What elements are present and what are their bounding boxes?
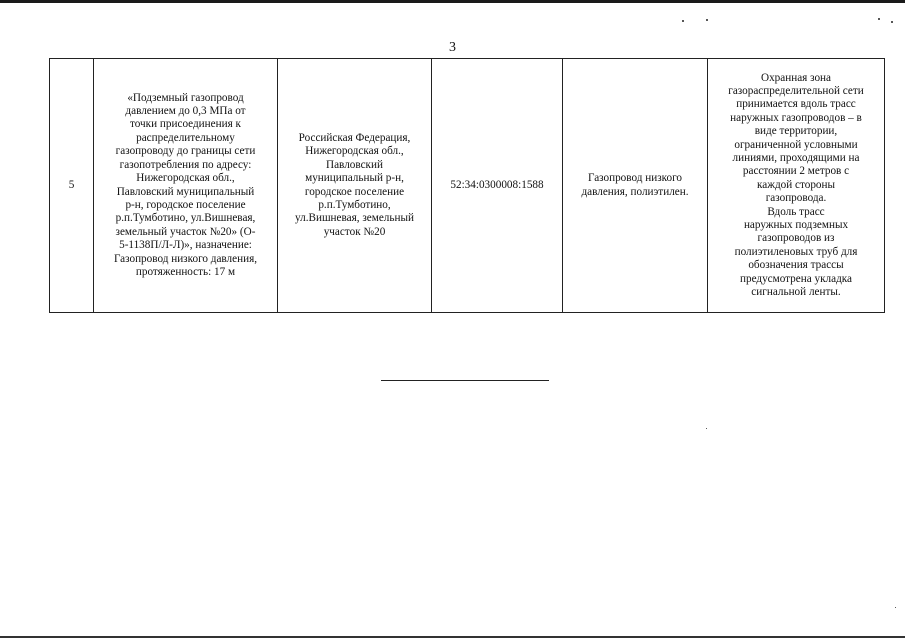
objects-table	[49, 58, 885, 313]
cadastral-number: 52:34:0300008:1588	[450, 178, 544, 191]
scan-speck	[706, 428, 707, 429]
table-row	[50, 59, 885, 313]
protection-zone-text: Охранная зона газораспределительной сети принимается вдоль трасс наружных газопроводов – в виде территории, ограниченной условными линиями, проходящими на расстоянии 2 метров с каждой стороны газопровода. Вдоль трасс наружных подземных газопроводов из полиэтиленовых труб для обозначения трассы предусмотрена укладка сигнальной ленты.	[728, 71, 864, 299]
end-divider-line	[381, 380, 549, 381]
cadastral-cell	[432, 59, 563, 313]
row-index: 5	[68, 178, 75, 191]
scan-bottom-edge	[0, 636, 905, 638]
scan-speck	[891, 21, 893, 23]
scan-top-edge	[0, 0, 905, 3]
object-type-cell	[563, 59, 708, 313]
scan-speck	[706, 19, 708, 21]
description-cell	[94, 59, 278, 313]
object-type: Газопровод низкого давления, полиэтилен.	[581, 172, 689, 198]
scan-speck	[895, 607, 896, 608]
page-number: 3	[449, 40, 456, 55]
scan-speck	[878, 18, 880, 20]
location-cell	[278, 59, 432, 313]
object-location: Российская Федерация, Нижегородская обл., Павловский муниципальный р-н, городское поселение р.п.Тумботино, ул.Вишневая, земельный участок №20	[295, 131, 414, 238]
scan-speck	[682, 20, 684, 22]
row-index-cell	[50, 59, 94, 313]
object-description: «Подземный газопровод давлением до 0,3 МПа от точки присоединения к распределительному газопроводу до границы сети газопотребления по адресу: Нижегородская обл., Павловский муниципальный р-н, городское поселение р.п.Тумботино, ул.Вишневая, земельный участок №20» (О- 5-1138П/Л-Л)», назначение: Газопровод низкого давления, протяженность: 17 м	[113, 91, 258, 278]
protection-zone-cell	[708, 59, 885, 313]
